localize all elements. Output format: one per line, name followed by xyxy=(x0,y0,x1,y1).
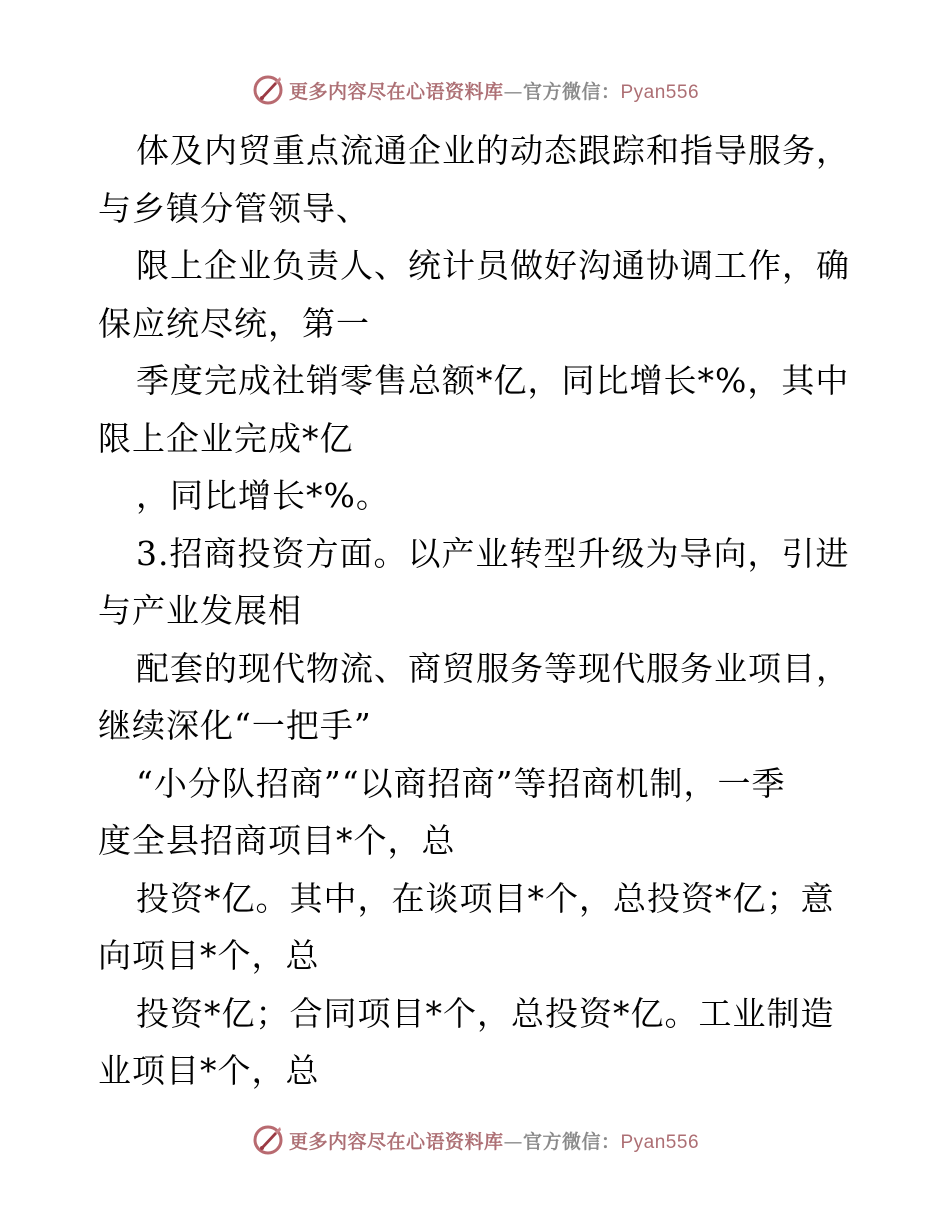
text-line: 与乡镇分管领导、 xyxy=(98,188,370,228)
quill-pen-logo-icon xyxy=(251,73,285,107)
banner-wechat-label: 官方微信： xyxy=(522,80,621,103)
text-line: “小分队招商”“以商招商”等招商机制，一季 xyxy=(136,763,786,803)
banner-dash: — xyxy=(503,1130,523,1153)
text-line: 业项目*个，总 xyxy=(98,1051,320,1090)
text-line: 限上企业负责人、统计员做好沟通协调工作，确 xyxy=(136,246,850,285)
footer-banner xyxy=(0,1120,950,1160)
banner-site-text: 更多内容尽在心语资料库 xyxy=(288,1130,504,1153)
banner-dash: — xyxy=(503,80,523,103)
text-line: ，同比增长*%。 xyxy=(136,476,390,515)
banner-site-text: 更多内容尽在心语资料库 xyxy=(288,80,504,103)
text-line: 度全县招商项目*个，总 xyxy=(98,821,456,860)
text-line: 保应统尽统，第一 xyxy=(98,303,370,343)
footer-banner-content xyxy=(251,1123,699,1157)
banner-wechat-id: Pyan556 xyxy=(620,81,700,103)
header-banner xyxy=(0,70,950,110)
text-line: 体及内贸重点流通企业的动态跟踪和指导服务， xyxy=(136,131,850,170)
quill-pen-logo-icon xyxy=(251,1123,285,1157)
text-line: 配套的现代物流、商贸服务等现代服务业项目， xyxy=(136,648,850,688)
text-line: 3.招商投资方面。以产业转型升级为导向，引进 xyxy=(136,533,850,573)
text-line: 与产业发展相 xyxy=(98,591,302,630)
header-banner-text xyxy=(289,77,699,104)
footer-banner-text xyxy=(289,1127,699,1154)
header-banner-content xyxy=(251,73,699,107)
document-body xyxy=(98,122,858,1100)
text-line: 投资*亿。其中，在谈项目*个，总投资*亿；意 xyxy=(136,878,835,918)
banner-wechat-label: 官方微信： xyxy=(522,1130,621,1153)
text-line: 投资*亿；合同项目*个，总投资*亿。工业制造 xyxy=(136,993,835,1033)
text-line: 向项目*个，总 xyxy=(98,936,320,975)
banner-wechat-id: Pyan556 xyxy=(620,1131,700,1153)
text-line: 季度完成社销零售总额*亿，同比增长*%，其中 xyxy=(136,361,850,400)
text-line: 继续深化“一把手” xyxy=(98,706,372,745)
text-line: 限上企业完成*亿 xyxy=(98,418,354,458)
